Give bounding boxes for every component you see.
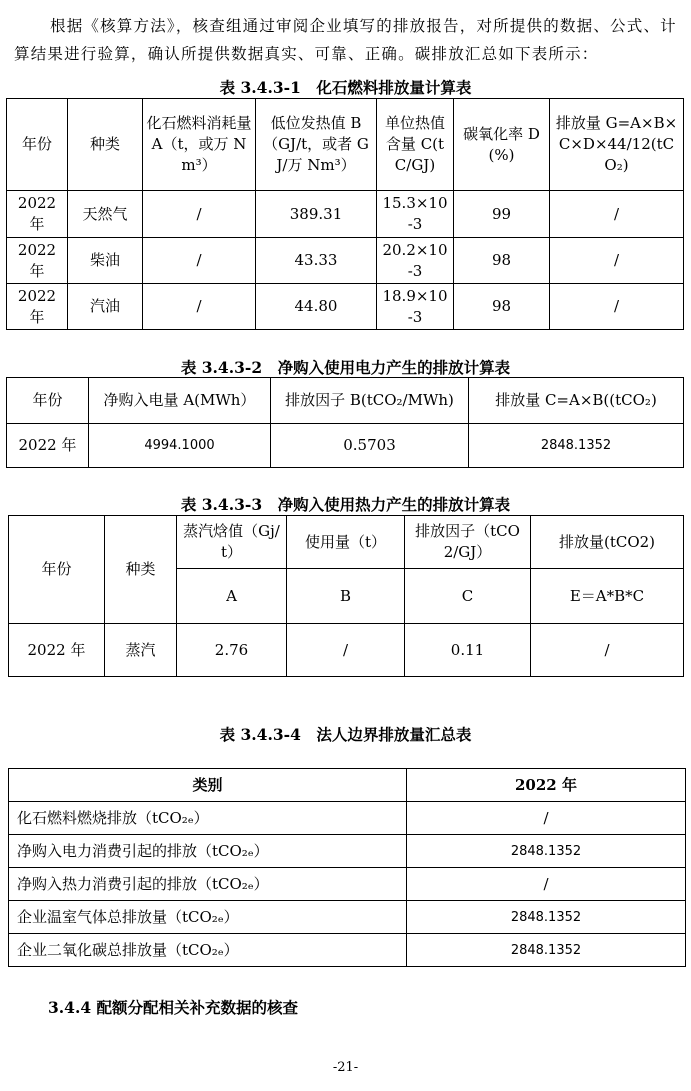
- table3-subheader: E＝A*B*C: [531, 569, 684, 624]
- table4-category-cell: 化石燃料燃烧排放（tCO₂ₑ）: [9, 802, 407, 835]
- table4-header-category: 类别: [9, 769, 407, 802]
- table2-cell: 0.5703: [271, 424, 469, 468]
- table1-header-oxidation-rate: 碳氧化率 D(%): [454, 99, 550, 191]
- table3-header-emission-factor: 排放因子（tCO2/GJ）: [405, 516, 531, 569]
- table3-caption: 表 3.4.3-3 净购入使用热力产生的排放计算表: [180, 495, 511, 514]
- table1-cell: /: [550, 238, 684, 284]
- table-row: [7, 284, 684, 330]
- fossil-fuel-table: [6, 98, 684, 330]
- table3-header-enthalpy: 蒸汽焓值（Gj/t）: [177, 516, 287, 569]
- table1-cell: 天然气: [68, 191, 143, 238]
- table1-header-year: 年份: [7, 99, 68, 191]
- table3-cell: 蒸汽: [105, 624, 177, 677]
- table4-value-cell: /: [407, 802, 686, 835]
- table-row: [9, 802, 686, 835]
- table1-cell: 2022 年: [7, 191, 68, 238]
- table4-category-cell: 企业二氧化碳总排放量（tCO₂ₑ）: [9, 934, 407, 967]
- summary-table: [8, 768, 686, 967]
- table1-cell: 2022 年: [7, 238, 68, 284]
- table1-cell: 98: [454, 238, 550, 284]
- table2-header-purchased-power: 净购入电量 A(MWh）: [89, 378, 271, 424]
- table3-subheader: C: [405, 569, 531, 624]
- table1-header-consumption: 化石燃料消耗量 A（t，或万 Nm³）: [143, 99, 256, 191]
- table4-category-cell: 企业温室气体总排放量（tCO₂ₑ）: [9, 901, 407, 934]
- table-row: [9, 868, 686, 901]
- table1-header-type: 种类: [68, 99, 143, 191]
- table3-cell: 0.11: [405, 624, 531, 677]
- table4-caption: 表 3.4.3-4 法人边界排放量汇总表: [219, 725, 472, 744]
- table3-cell: /: [287, 624, 405, 677]
- table1-cell: 389.31: [256, 191, 377, 238]
- heat-table: [8, 515, 684, 677]
- table-row: [9, 934, 686, 967]
- table1-cell: /: [550, 284, 684, 330]
- table4-category-cell: 净购入热力消费引起的排放（tCO₂ₑ）: [9, 868, 407, 901]
- table3-header-usage: 使用量（t）: [287, 516, 405, 569]
- table1-cell: 15.3×10-3: [377, 191, 454, 238]
- table4-category-cell: 净购入电力消费引起的排放（tCO₂ₑ）: [9, 835, 407, 868]
- table4-value-cell: /: [407, 868, 686, 901]
- table1-cell: 44.80: [256, 284, 377, 330]
- table1-cell: /: [143, 284, 256, 330]
- table3-cell: /: [531, 624, 684, 677]
- table1-cell: 99: [454, 191, 550, 238]
- table1-cell: 柴油: [68, 238, 143, 284]
- table3-cell: 2022 年: [9, 624, 105, 677]
- table4-value-cell: 2848.1352: [407, 901, 686, 934]
- table4-header-year: 2022 年: [407, 769, 686, 802]
- table-row: [9, 835, 686, 868]
- table1-cell: 2022 年: [7, 284, 68, 330]
- table-row: [7, 191, 684, 238]
- table1-cell: /: [143, 238, 256, 284]
- table1-cell: 汽油: [68, 284, 143, 330]
- table2-header-emission-factor: 排放因子 B(tCO₂/MWh): [271, 378, 469, 424]
- intro-paragraph: 根据《核算方法》，核查组通过审阅企业填写的排放报告，对所提供的数据、公式、计算结果进行验算，确认所提供数据真实、可靠、正确。碳排放汇总如下表所示：: [14, 17, 677, 63]
- table1-cell: 43.33: [256, 238, 377, 284]
- table-row: [9, 901, 686, 934]
- table1-cell: 18.9×10-3: [377, 284, 454, 330]
- table2-header-emission: 排放量 C=A×B((tCO₂): [469, 378, 684, 424]
- table1-cell: /: [143, 191, 256, 238]
- table2-cell: 4994.1000: [89, 424, 271, 468]
- table-row: [9, 624, 684, 677]
- table4-value-cell: 2848.1352: [407, 835, 686, 868]
- table3-subheader: A: [177, 569, 287, 624]
- table3-header-emission: 排放量(tCO2): [531, 516, 684, 569]
- table1-caption: 表 3.4.3-1 化石燃料排放量计算表: [219, 78, 472, 97]
- table2-caption: 表 3.4.3-2 净购入使用电力产生的排放计算表: [180, 358, 511, 377]
- table3-subheader: B: [287, 569, 405, 624]
- table2-cell: 2022 年: [7, 424, 89, 468]
- table3-header-type: 种类: [105, 516, 177, 624]
- table1-header-heat-value: 低位发热值 B（GJ/t，或者 GJ/万 Nm³）: [256, 99, 377, 191]
- table4-value-cell: 2848.1352: [407, 934, 686, 967]
- table1-cell: 20.2×10-3: [377, 238, 454, 284]
- table1-header-emission: 排放量 G=A×B×C×D×44/12(tCO₂): [550, 99, 684, 191]
- electricity-table: [6, 377, 684, 468]
- table2-header-year: 年份: [7, 378, 89, 424]
- table3-header-year: 年份: [9, 516, 105, 624]
- table3-cell: 2.76: [177, 624, 287, 677]
- table1-header-carbon-content: 单位热值含量 C(tC/GJ): [377, 99, 454, 191]
- section-heading: 3.4.4 配额分配相关补充数据的核查: [48, 998, 299, 1017]
- table-row: [7, 424, 684, 468]
- table2-cell: 2848.1352: [469, 424, 684, 468]
- table1-cell: /: [550, 191, 684, 238]
- table1-cell: 98: [454, 284, 550, 330]
- table-row: [7, 238, 684, 284]
- page-number: -21-: [332, 1060, 359, 1075]
